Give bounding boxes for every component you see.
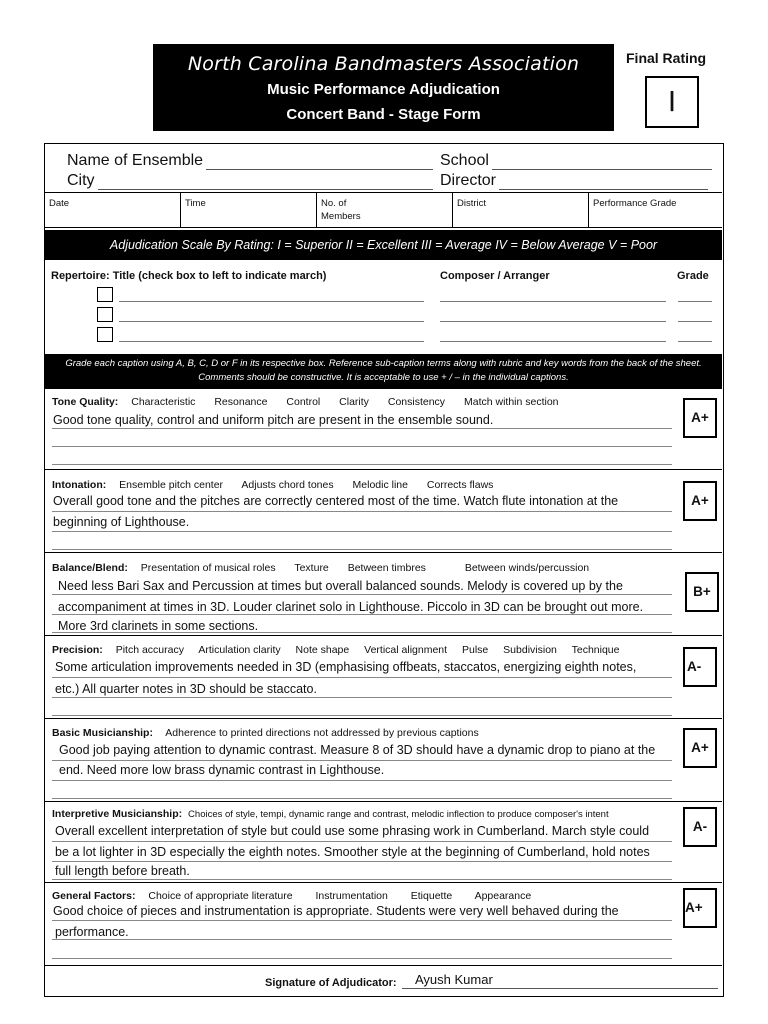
march-checkbox-1[interactable]	[97, 287, 113, 302]
caption-term: Ensemble pitch center	[119, 479, 224, 491]
caption-term: Instrumentation	[315, 890, 388, 902]
members-label: No. of Members	[321, 198, 361, 222]
signature-line[interactable]	[402, 988, 718, 989]
caption-header	[52, 396, 575, 408]
caption-grade-box[interactable]: A+	[683, 481, 717, 521]
grading-instructions: Grade each caption using A, B, C, D or F in its respective box. Reference sub-caption terms along with rubric and key words from the back of the sheet. Comments should be constructive. It is acceptable to use + / – in the individual captions.	[45, 354, 722, 389]
caption-term: Melodic line	[352, 479, 408, 491]
city-label: City	[67, 172, 95, 189]
caption-term: Consistency	[387, 396, 446, 408]
comment-text: Overall good tone and the pitches are correctly centered most of the time. Watch flute intonation at the	[53, 494, 619, 508]
school-label: School	[440, 152, 489, 169]
comment-text: etc.) All quarter notes in 3D should be staccato.	[55, 682, 317, 696]
caption-grade-box[interactable]: B+	[685, 572, 719, 612]
caption-header	[52, 644, 635, 656]
composer-label: Composer / Arranger	[440, 270, 550, 282]
caption-term: Choices of style, tempi, dynamic range and contrast, melodic inflection to produce composer's intent	[188, 809, 609, 820]
ensemble-line	[206, 158, 433, 170]
comment-text: Good choice of pieces and instrumentation is appropriate. Students were very well behaved during the	[53, 904, 619, 918]
school-line	[492, 158, 712, 170]
comment-text: beginning of Lighthouse.	[53, 515, 190, 529]
grade-line-3[interactable]	[678, 341, 712, 342]
caption-term: Articulation clarity	[198, 644, 281, 656]
details-grid	[45, 192, 722, 228]
director-label: Director	[440, 172, 497, 189]
adjudicator-name: Ayush Kumar	[415, 972, 493, 987]
school-field[interactable]	[440, 152, 712, 170]
final-rating-box[interactable]: I	[645, 76, 699, 128]
title-line-1[interactable]	[119, 301, 424, 302]
signature-label: Signature of Adjudicator:	[265, 977, 397, 989]
caption-header	[52, 562, 605, 574]
ensemble-label: Name of Ensemble	[67, 152, 204, 169]
title-line-3[interactable]	[119, 341, 424, 342]
director-line	[499, 178, 708, 190]
comment-text: accompaniment at times in 3D. Louder clarinet solo in Lighthouse. Piccolo in 3D can be brought out more.	[58, 600, 644, 614]
caption-term: Pulse	[461, 644, 489, 656]
adjudication-scale: Adjudication Scale By Rating: I = Superior II = Excellent III = Average IV = Below Average V = Poor	[45, 230, 722, 260]
comment-text: Some articulation improvements needed in 3D (emphasising offbeats, staccatos, energizing eighth notes,	[55, 660, 637, 674]
caption-header	[52, 479, 509, 491]
grade-label: Grade	[677, 270, 709, 282]
final-rating-label: Final Rating	[626, 50, 707, 66]
form-subtitle: Concert Band - Stage Form	[286, 106, 481, 123]
caption-term: Subdivision	[503, 644, 557, 656]
comment-line	[52, 549, 672, 550]
caption-grade-box[interactable]: A-	[683, 647, 717, 687]
caption-intonation	[45, 471, 722, 553]
caption-term: Vertical alignment	[364, 644, 448, 656]
grade-line-2[interactable]	[678, 321, 712, 322]
director-field[interactable]	[440, 172, 708, 190]
caption-name: Balance/Blend:	[52, 562, 128, 574]
caption-tone-quality	[45, 390, 722, 470]
caption-name: Intonation:	[52, 479, 107, 491]
caption-grade-box[interactable]: A-	[683, 807, 717, 847]
caption-term: Control	[286, 396, 321, 408]
march-checkbox-3[interactable]	[97, 327, 113, 342]
composer-line-3[interactable]	[440, 341, 666, 342]
caption-term: Appearance	[474, 890, 532, 902]
ensemble-field[interactable]	[67, 152, 433, 170]
comment-line	[52, 464, 672, 465]
caption-precision	[45, 637, 722, 719]
form-header	[153, 44, 614, 131]
caption-term: Technique	[571, 644, 620, 656]
caption-name: Interpretive Musicianship:	[52, 808, 183, 820]
comment-line	[52, 958, 672, 959]
caption-term: Choice of appropriate literature	[148, 890, 293, 902]
form-title: Music Performance Adjudication	[267, 81, 500, 98]
district-cell[interactable]: District	[453, 193, 589, 227]
march-checkbox-2[interactable]	[97, 307, 113, 322]
caption-term: Texture	[294, 562, 329, 574]
caption-grade-box[interactable]: A+	[683, 398, 717, 438]
caption-term: Characteristic	[131, 396, 196, 408]
caption-term: Pitch accuracy	[115, 644, 184, 656]
adjudication-form	[44, 143, 724, 997]
comment-text: performance.	[55, 925, 129, 939]
comment-text: be a lot lighter in 3D especially the eighth notes. Smoother style at the beginning of Cumberland, hold notes	[55, 845, 650, 859]
caption-term: Between timbres	[347, 562, 426, 574]
performance-grade-cell[interactable]: Performance Grade	[593, 198, 677, 209]
composer-line-2[interactable]	[440, 321, 666, 322]
caption-term: Etiquette	[410, 890, 453, 902]
caption-basic-musicianship	[45, 720, 722, 802]
caption-name: Basic Musicianship:	[52, 727, 153, 739]
city-field[interactable]	[67, 172, 433, 190]
caption-term: Note shape	[295, 644, 350, 656]
comment-text: More 3rd clarinets in some sections.	[58, 619, 259, 633]
comment-text: Need less Bari Sax and Percussion at times but overall balanced sounds. Melody is covered up by the	[58, 579, 623, 593]
caption-term: Presentation of musical roles	[140, 562, 276, 574]
caption-name: Precision:	[52, 644, 103, 656]
caption-term: Clarity	[339, 396, 369, 408]
caption-name: Tone Quality:	[52, 396, 119, 408]
comment-text: full length before breath.	[55, 864, 190, 878]
comment-text: Good tone quality, control and uniform pitch are present in the ensemble sound.	[53, 413, 494, 427]
caption-grade-box[interactable]: A+	[683, 888, 717, 928]
caption-name: General Factors:	[52, 890, 136, 902]
caption-header	[52, 727, 495, 739]
caption-term: Adherence to printed directions not addressed by previous captions	[165, 727, 479, 739]
repertoire-title-label: Repertoire: Title (check box to left to indicate march)	[51, 270, 327, 282]
caption-term: Resonance	[214, 396, 268, 408]
comment-text: Good job paying attention to dynamic contrast. Measure 8 of 3D should have a dynamic drop to piano at the	[59, 743, 656, 757]
caption-term: Corrects flaws	[426, 479, 494, 491]
caption-term: Match within section	[463, 396, 559, 408]
caption-grade-box[interactable]: A+	[683, 728, 717, 768]
comment-line	[52, 446, 672, 447]
comment-line	[52, 715, 672, 716]
grade-line-1[interactable]	[678, 301, 712, 302]
caption-general-factors	[45, 884, 722, 966]
comment-line	[52, 798, 672, 799]
composer-line-1[interactable]	[440, 301, 666, 302]
comment-text: end. Need more low brass dynamic contrast in Lighthouse.	[59, 763, 385, 777]
caption-header	[52, 808, 625, 820]
comment-text: Overall excellent interpretation of style but could use some phrasing work in Cumberland. March style could	[55, 824, 650, 838]
association-name: North Carolina Bandmasters Association	[187, 53, 580, 75]
caption-term: Adjusts chord tones	[241, 479, 334, 491]
members-cell[interactable]	[317, 193, 453, 227]
city-line	[98, 178, 433, 190]
date-cell[interactable]: Date	[45, 193, 181, 227]
caption-interpretive-musicianship	[45, 803, 722, 883]
time-cell[interactable]: Time	[181, 193, 317, 227]
caption-balance-blend	[45, 554, 722, 636]
title-line-2[interactable]	[119, 321, 424, 322]
caption-term: Between winds/percussion	[464, 562, 590, 574]
